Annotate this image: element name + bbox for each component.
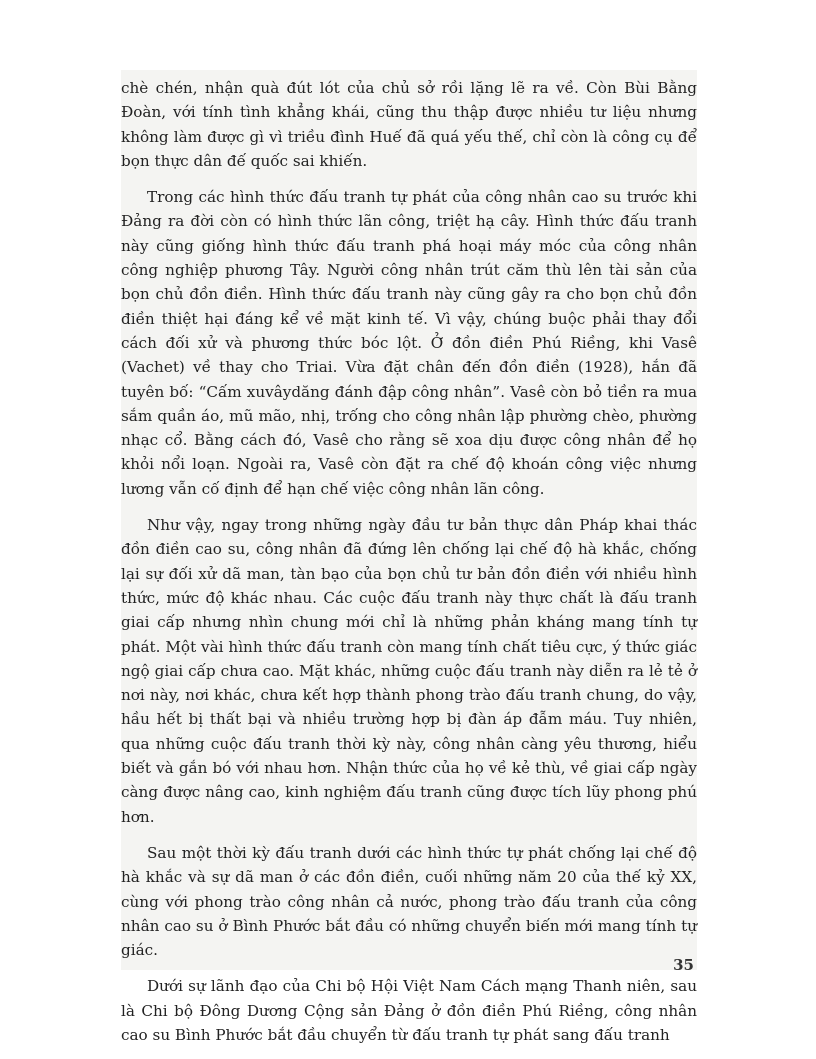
body-text <box>121 76 697 1059</box>
paragraph-early-struggles: Như vậy, ngay trong những ngày đầu tư bản thực dân Pháp khai thác đồn điền cao su, công nhân đã đứng lên chống lại chế độ hà khắc, chống lại sự đối xử dã man, tàn bạo của bọn chủ tư bản đồn điền với nhiều hình thức, mức độ khác nhau. Các cuộc đấu tranh này thực chất là đấu tranh giai cấp nhưng nhìn chung mới chỉ là những phản kháng mang tính tự phát. Một vài hình thức đấu tranh còn mang tính chất tiêu cực, ý thức giác ngộ giai cấp chưa cao. Mặt khác, những cuộc đấu tranh này diễn ra lẻ tẻ ở nơi này, nơi khác, chưa kết hợp thành phong trào đấu tranh chung, do vậy, hầu hết bị thất bại và nhiều trường hợp bị đàn áp đẫm máu. Tuy nhiên, qua những cuộc đấu tranh thời kỳ này, công nhân càng yêu thương, hiểu biết và gắn bó với nhau hơn. Nhận thức của họ về kẻ thù, về giai cấp ngày càng được nâng cao, kinh nghiệm đấu tranh cũng được tích lũy phong phú hơn. <box>121 516 697 826</box>
paragraph-late-1920s: Sau một thời kỳ đấu tranh dưới các hình thức tự phát chống lại chế độ hà khắc và sự dã man ở các đồn điền, cuối những năm 20 của thế kỷ XX, cùng với phong trào công nhân cả nước, phong trào đấu tranh của công nhân cao su ở Bình Phước bắt đầu có những chuyển biến mới mang tính tự giác. <box>121 843 697 960</box>
paragraph-struggle-forms: Trong các hình thức đấu tranh tự phát của công nhân cao su trước khi Đảng ra đời còn có hình thức lãn công, triệt hạ cây. Hình thức đấu tranh này cũng giống hình thức đấu tranh phá hoại máy móc của công nhân công nghiệp phương Tây. Người công nhân trút căm thù lên tài sản của bọn chủ đồn điền. Hình thức đấu tranh này cũng gây ra cho bọn chủ đồn điền thiệt hại đáng kể về mặt kinh tế. Vì vậy, chúng buộc phải thay đổi cách đối xử và phương thức bóc lột. Ở đồn điền Phú Riềng, khi Vasê (Vachet) về thay cho Triai. Vừa đặt chân đến đồn điền (1928), hắn đã tuyên bố: “Cấm xuvâydăng đánh đập công nhân”. Vasê còn bỏ tiền ra mua sắm quần áo, mũ mão, nhị, trống cho công nhân lập phường chèo, phường nhạc cổ. Bằng cách đó, Vasê cho rằng sẽ xoa dịu được công nhân để họ khỏi nổi loạn. Ngoài ra, Vasê còn đặt ra chế độ khoán công việc nhưng lương vẫn cố định để hạn chế việc công nhân lãn công. <box>121 188 697 498</box>
paragraph-continuation: chè chén, nhận quà đút lót của chủ sở rồi lặng lẽ ra về. Còn Bùi Bằng Đoàn, với tính tình khẳng khái, cũng thu thập được nhiều tư liệu nhưng không làm được gì vì triều đình Huế đã quá yếu thế, chỉ còn là công cụ để bọn thực dân đế quốc sai khiến. <box>121 79 697 170</box>
paragraph-party-leadership: Dưới sự lãnh đạo của Chi bộ Hội Việt Nam Cách mạng Thanh niên, sau là Chi bộ Đông Dương Cộng sản Đảng ở đồn điền Phú Riềng, công nhân cao su Bình Phước bắt đầu chuyển từ đấu tranh tự phát sang đấu tranh <box>121 977 697 1044</box>
page-number: 35 <box>673 956 694 974</box>
